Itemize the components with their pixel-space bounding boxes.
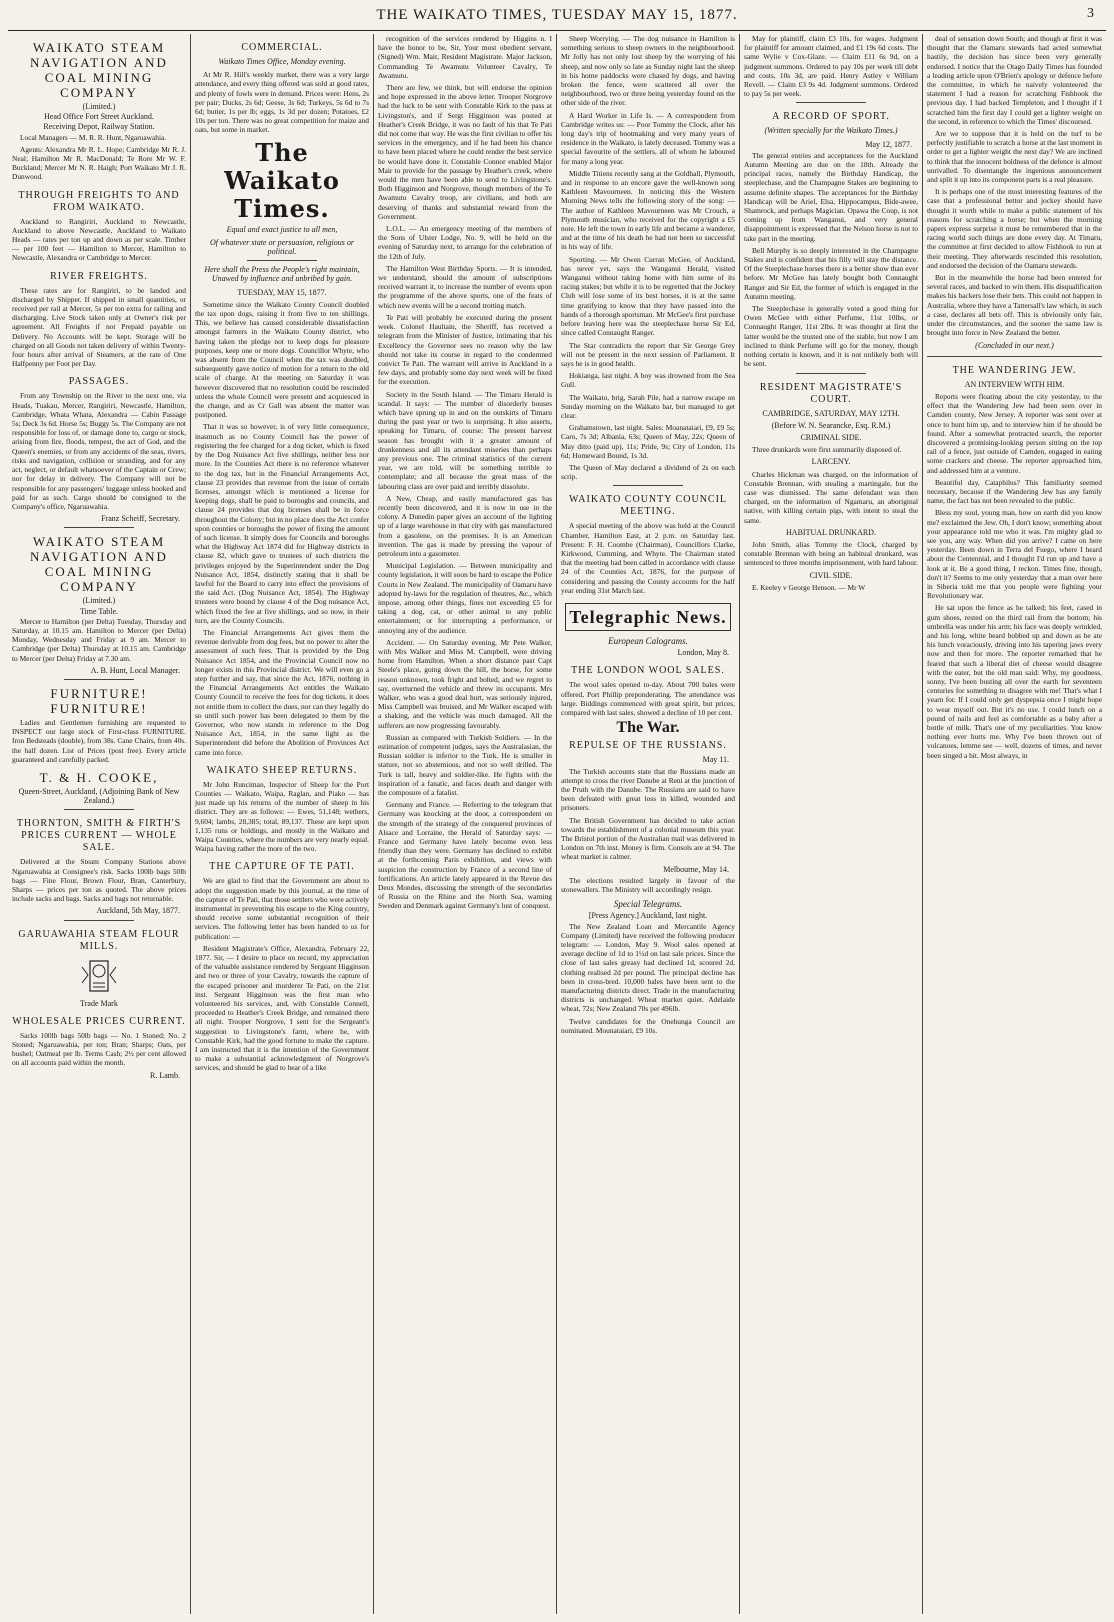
- paper-motto-1: Equal and exact justice to all men,: [226, 224, 338, 234]
- russian-soldiers-notice: Russian as compared with Turkish Soldiers. — In the estimation of competent judges, says the Australasian, the Russian soldier is inferior to the Turk. He is smaller in stature, not so abstemious, and not so well drilled. The Turk is tall, heavy and soldier-like. He fights with the inspiration of a fanatic, and faces death and danger with the composure of a fatalist.: [378, 732, 552, 798]
- thornton-ad-heading: THORNTON, SMITH & FIRTH'S PRICES CURRENT — WHOLE SALE.: [16, 818, 182, 854]
- thornton-ad-text: Delivered at the Steam Company Stations above Ngaruawahia at Consignee's risk. Sacks 100lb bags 50lb bags — Fine Flour, Brown Flour, Bran, Canterbury, Sharps — prices per ton as quoted. The above prices include sacks and bags. Sacks and bags not returnable.: [12, 857, 186, 904]
- trade-mark-emblem-icon: [64, 957, 134, 995]
- special-telegrams-text: The New Zealand Loan and Mercantile Agency Company (Limited) have received the following producer telegram: — London, May 9. Wool sales opened at average decline of 1d to 1½d on last sale prices. Since the close of last sales greasy had declined 1d, scoured 2d, clothing realised 2d per pound. The principal decline has been in cross-bred. 10,000 bales have been sent to the manufacturing districts direct. Trade in the manufacturing districts is unchanged. Wheat market quiet. Adelaide wheat, 72s; New Zealand 70s per 496lb.: [561, 921, 735, 1014]
- sport-paragraph-1: The general entries and acceptances for the Auckland Autumn Meeting are due on the 18th. Already the principal races, namely the Birthday Handicap, the steeplechase, and the Champagne Stakes are beginning to assume definite shapes. The acceptances for the Birthday Handicap will be Ariel, Elsa, Hippocampus, Bide-awee, Shamrock, and perhaps Magician. Opawa the Coup, is not coming up from Wanganui, and very general disappointment is expressed that the Nelson horse is not to take part in the meeting.: [744, 150, 918, 243]
- habitual-drunkard-text: John Smith, alias Tommy the Clock, charged by constable Brennan with being an habitual drunkard, was sentenced to three months imprisonment, with hard labour.: [744, 539, 918, 568]
- magistrates-court-before: (Before W. N. Searancke, Esq. R.M.): [771, 420, 891, 430]
- page-masthead: [0, 0, 1114, 30]
- trade-mark-label: Trade Mark: [80, 998, 118, 1008]
- capture-letter: Resident Magistrate's Office, Alexandra, February 22, 1877. Sir, — I desire to place on record, my appreciation of the valuable assistance rendered by Sergeant Higginson and two or three of your Cavalry, towards the capture of the escaped prisoner and murderer Te Pati, on the 21st inst. Sergeant Higginson was the first man who volunteered his services, and, with Constable Connell, proceeded to Heather's Creek Bridge, and remained there all night. Trooper Norgrove, I sent for the Sergeant's suggestion to Livingstone's farm, where he, with Constable Kirk, had the good fortune to make the capture. I am instructed that it is the intention of the Government to make a substantial acknowledgment of Norgrove's services, and should be glad to hear of a like: [195, 943, 369, 1073]
- capture-heading: THE CAPTURE OF TE PATI.: [209, 861, 355, 873]
- divider: [927, 356, 1102, 357]
- lol-notice: L.O.L. — An emergency meeting of the members of the Sons of Ulster Lodge, No. 9, will be held on the evening of Saturday next, to arrange for the celebration of the 12th of July.: [378, 224, 552, 261]
- record-of-sport-heading: A RECORD OF SPORT.: [772, 111, 890, 123]
- flour-mills-heading: GARUAWAHIA STEAM FLOUR MILLS.: [18, 928, 180, 952]
- sport-continuation-3: It is perhaps one of the most interesting features of the case that a professional bettor and jockey should have thought it worth while to make a public statement of his reasons for scratching a horse; but when the morning papers express surprise it must be remembered that in the racing world such things are done every day. At Timaru, the committee at first decided to allow Fishhook to run at their meeting. They afterwards rescinded this resolution, and endorsed the decision of the Oamaru stewards.: [927, 187, 1102, 270]
- steam-nav-ad-title: WAIKATO STEAM NAVIGATION AND COAL MINING COMPANY: [30, 40, 168, 100]
- london-dateline: London, May 8.: [677, 648, 729, 658]
- wandering-jew-heading: THE WANDERING JEW.: [952, 364, 1077, 376]
- column-4: [556, 34, 739, 1614]
- through-freights-heading: THROUGH FREIGHTS TO AND FROM WAIKATO.: [18, 189, 180, 213]
- wholesale-prices-heading: WHOLESALE PRICES CURRENT.: [12, 1015, 186, 1027]
- war-dateline: May 11.: [702, 755, 729, 765]
- sporting-notice: Sporting. — Mr Owen Curran McGee, of Auckland, has never yet, says the Wanganui Herald, visited Wanganui without taking home with him some of its racing stakes; but while it is to be regretted that the Jockey Club will lose some of its best horses, it is at the same time gratifying to know that they have passed into the hands of a thorough sportsman. Mr McGee's first purchase before leaving here was the steeplechase horse Sir Ed, since called Connaught Ranger.: [561, 254, 735, 338]
- sport-continuation-1: deal of sensation down South; and though at first it was thought that the Oamaru stewards had acted somewhat hastily, the decision has since been very generally endorsed. I notice that the Otago Daily Times has founded a leading article upon O'Brien's apology or defence before the committee, in which he naively volunteered the statement I had a reason for scratching Fishhook the previous day. I had backed Templeton, and I thought if I scratched him the first day I could get a lighter weight on the second, in reference to which the Times' discoursed.: [927, 34, 1102, 126]
- waikato-brig-notice: The Waikato, brig, Sarah Pile, had a narrow escape on Sunday morning on the Waikato bar, but managed to get clear.: [561, 392, 735, 420]
- sheep-returns-heading: WAIKATO SHEEP RETURNS.: [206, 764, 358, 776]
- commercial-text: At Mr R. Hill's weekly market, there was a very large attendance, and every thing offered was sold at good rates, and plenty of fowls were in demand. Prices were: Hens, 2s per pair; Ducks, 2s 6d; Geese, 3s 6d; Turkeys, 5s 6d to 7s 6d; butter, 1s per lb; eggs, 1s 3d per dozen; Potatoes, £2 10s per ton. There was no great competition for maize and oats, but some in market.: [195, 70, 369, 135]
- wool-sales-heading: THE LONDON WOOL SALES.: [571, 665, 725, 677]
- telegraphic-news-banner: Telegraphic News.: [565, 603, 731, 631]
- commercial-subheading: Waikato Times Office, Monday evening.: [218, 57, 346, 66]
- grahamstown-sales: Grahamstown, last night. Sales: Moanataiari, £9, £9 5s; Caro, 7s 3d; Albania, 63s; Queen of May, 22s; Queen of May ditto (paid up), 11s; Pride, 9s; City of London, 11s 6d; Homeward Bound, 1s 3d.: [561, 423, 735, 460]
- new-gas-notice: A New, Cheap, and easily manufactured gas has recently been discovered, and it is now in use in the colony. A Dunedin paper gives an account of the lighting up of a large warehouse in that city with gas manufactured from a gasolene, on the premises. It is an American invention. The gas is made by pressing the vapour of petroleum into a gasometer.: [378, 493, 552, 558]
- divider: [613, 485, 683, 486]
- paper-motto-2: Of whatever state or persuasion, religious or political.: [210, 237, 354, 257]
- civil-side-heading: CIVIL SIDE.: [809, 570, 853, 580]
- passages-signoff: Franz Scheiff, Secretary.: [101, 514, 180, 524]
- timetable-ad-subtitle: Time Table.: [79, 606, 119, 616]
- divider: [796, 373, 866, 374]
- divider: [247, 260, 317, 261]
- war-text: The Turkish accounts state that the Russians made an attempt to cross the river Danube at Reni at the junction of the Pruth with the Danube. The Russians are said to have been defeated with great loss in killed, wounded and prisoners.: [561, 766, 735, 813]
- steam-nav-ad-limited: (Limited.): [82, 102, 116, 111]
- magistrates-court-heading: RESIDENT MAGISTRATE'S COURT.: [759, 381, 903, 405]
- melbourne-text: The elections resulted largely in favour of the stonewallers. The Ministry will accordingly resign.: [561, 875, 735, 895]
- editorial-paragraph-1: Sometime since the Waikato County Council doubled the tax upon dogs, raising it from five to ten shillings. This, we believe has caused considerable dissatisfaction amongst farmers in the Waikato County district, who having taken the pledge not to keep dogs for pleasure purposes, keep one or more dogs. Councillor Whyte, who was absent from the Council when the tax was doubled, subsequently gave notice of motion for a return to the old scale of charge. At the meeting on Saturday it was however discovered that no resolution could be rescinded unless the whole Council were present and acquiesced in the change, and as Cr Gall was absent the matter was postponed.: [195, 299, 369, 420]
- through-freights-text: Auckland to Rangiriri, Auckland to Newcastle, Auckland to above Newcastle, Auckland to Waikato Heads — rates per ton up and down as per scale. Timber — per 100 feet — Hamilton to Mercer, Hamilton to Newcastle, Alexandra or Cambridge to Mercer.: [12, 216, 186, 263]
- wandering-jew-paragraph-4: He sat upon the fence as he talked; his feet, cased in gum shoes, rested on the third rail from the bottom; his umbrella was under his arm; his face was deeply wrinkled, and his long, white beard bobbed up and down as he ate his lunch voraciously, driving into his tapering jaws every now and then for more. The reporter remarked that he feared that such a liberal diet of cheese would disagree with the eater, but the old man said: Why, my goodness, sonny, I've been busting all over the earth for seventeen centuries for something to disagree with me! That's what I yearn for. If I could only get dyspepsia once I might hope to wear myself out. But it's no use. I could lunch on a pound of nails and feel as comfortable as a baby after a bottle of milk. That's one of my peculiarities. You know nothing ever hurts me. Why I've been thrown out of volcanoes, lemme see — well, dozens of times, and never been singed a bit. Most always, in: [927, 603, 1102, 760]
- larceny-text: Charles Hickman was charged, on the information of Constable Brennan, with stealing a martingale, but the case was dismissed. The same defendant was then charged, on the information of Ngamaru, an aboriginal native, with killing certain pigs, with intent to steal the same.: [744, 469, 918, 525]
- page-number: 3: [1087, 6, 1094, 21]
- passages-text: From any Township on the River to the next one, via Heads, Tuakau, Mercer, Rangiriri, Newcastle, Hamilton, Cambridge, Whata Whata, Alexandra — Cabin Passage 5s; Deck 3s 6d. Horse 5s; Buggy 5s. The Company are not responsible for loss of, or damage done to, cargo or stock, arising from fire, floods, tempest, the act of God, and the Queen's enemies, or from any accidents of the seas, rivers, risks and navigation, collision or stranding, and for any act, neglect, or default whatsoever of the Captain or Crew; nor for delay in delivery. The Company will not be responsible for any passengers' luggage unless booked and paid for as such. Cargo should be consigned to the Company's office, Ngaruawahia.: [12, 391, 186, 511]
- criminal-side-heading: CRIMINAL SIDE.: [800, 432, 862, 442]
- cooke-ad-heading: T. & H. COOKE,: [39, 769, 159, 785]
- repulse-heading: REPULSE OF THE RUSSIANS.: [569, 740, 727, 752]
- column-1: [8, 34, 190, 1614]
- column-5: [739, 34, 922, 1614]
- sheep-returns-text: Mr John Runciman, Inspector of Sheep for the Port Counties — Waikato, Waipa, Raglan, and Piako — has just made up his returns of the number of sheep in his district. They are as follows: — Ewes, 51,148; wethers, 9,604; lambs, 28,385; total, 89,137. These are kept upon 1,135 runs or holdings, and mostly in the Waikato and Waipa Counties, where the numbers are very nearly equal. Waipa having rather the more of the two.: [195, 779, 369, 854]
- thornton-ad-date: Auckland, 5th May, 1877.: [96, 906, 180, 916]
- concluded-note: (Concluded in our next.): [975, 340, 1054, 350]
- court-continuation: May for plaintiff, claim £3 10s, for wages. Judgment for plaintiff for amount claimed, and £1 19s 6d costs. The same Wylie v Cox-Glaze. — Claim £11 6s 9d, on a judgment summons. Ordered to pay 10s per week till debt and costs, 10s 3d, are paid. Henry Astley v William Revell. — Claim £3 9s 4d. Judgment summons. Ordered to pay 5s per week.: [744, 34, 918, 99]
- divider: [64, 809, 134, 810]
- record-of-sport-subheading: (Written specially for the Waikato Times.): [764, 126, 898, 136]
- germany-france-notice: Germany and France. — Referring to the telegram that Germany was knocking at the door, a correspondent on the strength of the strategy of the conquered provinces of Alsace and Lorraine, the Herald of Saturday says: — France and Germany have lately become even less friendly than they were. Germany has declined to exhibit at the forthcoming Paris exhibition, and views with suspicion the construction by France of a second line of fortifications. An article lately appeared in the Revue des Deux Mondes, discussing the strength of the secondaries of Russia on the Rhine and the North Sea, warning Sweden and Denmark against Germany's lust of conquest.: [378, 800, 552, 911]
- hard-worker-notice: A Hard Worker in Life Is. — A correspondent from Cambridge writes us: — Poor Tommy the Clock, after his long day's trip of bootmaking and very many years of residence in the Waikato, is lately deceased. Tommy was a special favourite of the settlers, all of whom he laboured for many a long year.: [561, 110, 735, 166]
- habitual-drunkard-heading: HABITUAL DRUNKARD.: [786, 527, 876, 537]
- star-notice: The Star contradicts the report that Sir George Grey will not be present in the next session of Parliament. It says he is in good health.: [561, 340, 735, 368]
- wholesale-prices-text: Sacks 100lb bags 50lb bags — No. 1 Stoned; No. 2 Stoned; Ngaruawahia, per ton; Bran; Sharps; Oats, per bushel; Oatmeal per lb. Terms Cash; 2½ per cent allowed on all accounts paid within the month.: [12, 1030, 186, 1068]
- capture-text: We are glad to find that the Government are about to adopt the suggestion made by this journal, at the time of the capture of Te Pati, that those settlers who were actively instrumental in preventing his escape to the King country, should receive some substantial recognition of their services. The following letter has been handed to us for publication: —: [195, 876, 369, 941]
- letter-continuation: recognition of the services rendered by Higgins n. I have the honor to be, Sir, Your most obedient servant, (Signed) Wm. Mair, Resident Magistrate. Major Jackson, Commanding Te Awamutu Volunteer Cavalry, Te Awamutu.: [378, 34, 552, 80]
- society-notice: Society in the South Island. — The Timaru Herald is scandal. It says: — The number of disorderly houses which have sprung up in and on the outskirts of Timaru during the past year or two is surprising. It also asserts, speaking for Timaru, of course: The present harvest season has brought with it a greater amount of drunkenness and all its attendant miseries than perhaps any previous one. The criminal statistics of the current year, we are told, will be something terrible to contemplate; and all because the great mass of the labouring class are over paid and terribly dissolute.: [378, 389, 552, 491]
- steam-nav-ad-managers: Local Managers — M. R. R. Hunt, Ngaruawahia.: [20, 132, 167, 142]
- larceny-heading: LARCENY.: [811, 457, 851, 467]
- steam-nav-ad-agents: Agents: Alexandra Mr R. L. Hope; Cambridge Mr R. J. Neal; Hamilton Mr R. MacDonald; Te Rore Mr W. F. Buckland; Mercer Mr N. R. Haigh; Port Waikato Mr J. R. Dunwood.: [12, 144, 186, 182]
- hokianga-notice: Hokianga, last night. A boy was drowned from the Sea Gull.: [561, 371, 735, 390]
- press-agency-dateline: [Press Agency.] Auckland, last night.: [588, 911, 708, 921]
- trade-mark-logo: [64, 957, 134, 995]
- titiens-notice: Middle Titiens recently sang at the Goldhall, Plymouth, and in response to an encore gave the well-known song Kathleen Mavourneen. In noticing this the Western Morning News tells the following story of the song: — The author of Kathleen Mavourneen was Mr Crouch, a Plymouth musician, who received for the copyright a £5 note. He left the town in early life and became a wanderer, and at the time of his death he had not been so successful in his way of life.: [561, 168, 735, 252]
- steam-nav-ad-office: Head Office Fort Street Auckland.: [44, 112, 154, 122]
- sport-continuation-4: But in the meanwhile the horse had been entered for several races, and backed to win them. His disqualification makes his backers lose their bets. This could not happen in Australia, where they have a Tattersall's law which, in such a case, declares all bets off. This is obviously only fair, under the circumstances, and the sooner the same law is brought into force in New Zealand the better.: [927, 273, 1102, 338]
- british-government-text: The British Government has decided to take action towards the establishment of a colonial museum this year. The Bristol portion of the Australian mail was delivered in London on 7th inst. Money is firm. Consols are at 94. The wheat market is calmer.: [561, 815, 735, 862]
- magistrates-court-date: CAMBRIDGE, SATURDAY, MAY 12TH.: [762, 408, 900, 418]
- furniture-ad-heading: FURNITURE! FURNITURE!: [50, 685, 148, 716]
- paper-title: The Waikato Times.: [224, 137, 340, 223]
- european-calograms-heading: European Calograms.: [608, 635, 688, 646]
- river-freights-heading: RIVER FREIGHTS.: [50, 270, 148, 282]
- te-pati-notice: Te Pati will probably be executed during the present week. Colonel Haultain, the Sheriff, has received a telegram from the Minister of Justice, intimating that his Excellency the Governor sees no reason why the law should not take its course in regard to the condemned convict Te Pati. The warrant will arrive in Auckland in a few days, and probably some day next week will be fixed for the execution.: [378, 312, 552, 387]
- civil-side-text: E. Keeley v George Henson. — Mr W: [752, 582, 866, 592]
- column-2: [190, 34, 373, 1614]
- birthday-sports-notice: The Hamilton West Birthday Sports. — It is intended, we understand, should the amount of subscriptions received warrant it, to increase the number of events upon the programme of the above sports, one of the feats of which new events will be a second trotting match.: [378, 263, 552, 310]
- criminal-side-text: Three drunkards were first summarily disposed of.: [752, 445, 902, 455]
- wandering-jew-paragraph-1: Reports were floating about the city yesterday, to the effect that the Wandering Jew had been seen over in Camden county, New Jersey. A reporter was sent over at once to hunt him up, and to interview him if he should be found. After a somewhat protracted search, the reporter discovered a promising-looking person sitting on the top rail of a fence, just outside of Camden, engaged in eating some crackers and cheese. The reporter approached him, and addressed him at a venture.: [927, 391, 1102, 475]
- wandering-jew-paragraph-3: Bless my soul, young man, how on earth did you know me? exclaimed the Jew. Oh, I don't know; something about your appearance told me who it was. I'm mighty glad to see you, any way. When did you arrive? I came on here yesterday. Been down in Terra del Fuego, where I heard about the Centennial, and I thought I'd run up and have a look at it. Be a good thing, I reckon. Times fine, though, don't it? Seems to me only yesterday that a man over here in Siberia told me that you people were fighting your Revolutionary war.: [927, 508, 1102, 601]
- council-meeting-heading: WAIKATO COUNTY COUNCIL MEETING.: [568, 494, 728, 518]
- queen-of-may-dividend: The Queen of May declared a dividend of 2s on each scrip.: [561, 462, 735, 482]
- capture-commentary: There are few, we think, but will endorse the opinion and hope expressed in the above letter. Trooper Norgrove had the luck to be sent with Constable Kirk to the pass at Livingston's, and if Sergt Higginson was posted at Heather's Creek Bridge, it was no fault of his that Te Pati did not come that way. He was the first civilian to offer his services in the emergency, and if he had been his chance to have been placed where he could render the best service he would have done it. Constable Connor enabled Major Mair to provide for the passage by Heather's creek, where would the men have been able to send to Livingstone's. Both Higginson and Norgrove, though members of the Te Awamutu Cavalry troop, are civilians, and both are deserving of thanks and substantial reward from the Government.: [378, 83, 552, 221]
- wool-sales-text: The wool sales opened to-day. About 700 bales were offered, Port Phillip preponderating. The attendance was large. Biddings commenced with great spirit, but prices, compared with last sales, showed a decline of 10 per cent.: [561, 680, 735, 717]
- record-of-sport-date: May 12, 1877.: [865, 139, 912, 149]
- sport-continuation-2: Are we to suppose that it is held on the turf to be perfectly justifiable to scratch a horse at the last moment in order to get a lighter weight the next day? We are inclined to think that the innocent boldness of the defence is almost unrivalled. To disentangle the ingenious announcement and split it up into its component parts is a real pleasure.: [927, 129, 1102, 185]
- newspaper-title: THE WAIKATO TIMES, TUESDAY MAY 15, 1877.: [376, 6, 738, 23]
- cooke-ad-address: Queen-Street, Auckland, (Adjoining Bank of New Zealand.): [18, 786, 180, 806]
- sheep-worrying-notice: Sheep Worrying. — The dog nuisance in Hamilton is something serious to sheep owners in the neighbourhood. Mr Jolly has not only lost sheep by the worrying of his sheep, and now only so late as Sunday night last the sheep in his home paddocks were chased by dogs, and having broken the fence, were scattered all over the neighbourhood, two or three being yesterday found on the other side of the river.: [561, 34, 735, 108]
- editorial-paragraph-2: That it was so however, is of very little consequence, inasmuch as no County Council has the power of registering the fee charged for a dog ticket, which is fixed by the Dog Nuisance Act five shillings, neither less nor more. In the Counties Act there is no reference whatever to the dog tax, but in the Financial Arrangements Act, clause 23 provides that revenue from the issue of certain licenses, amongst which is mentioned a license for keeping dogs, shall be paid to boroughs and councils, and clause 24 provides that dog licenses shall be in force throughout the Colony; but in no place does the Act confer upon counties or boroughs the power of fixing the amount of such license. It simply does for Councils and boroughs what the Highway Act 1874 did for Highway districts in clause 82, which gave to trustees of such districts the privileges enjoyed by the Superintendent under the Dog Nuisance Act, 1854, distinctly stating that it shall be lawful for the Board to carry into effect the provisions of the said Act. (Dog Nuisance Act, 1854). The Highway trustees were bound by clause 4 of the Dog nuisance Act, which fixed the fee at five shillings, and so now, in their turn, are the County Councils.: [195, 422, 369, 625]
- issue-date: TUESDAY, MAY 15, 1877.: [237, 287, 327, 297]
- steam-nav-ad-depot: Receiving Depot, Railway Station.: [43, 122, 155, 132]
- accident-notice: Accident. — On Saturday evening, Mr Pete Walker, with Mrs Walker and Miss M. Campbell, were driving home from Hamilton. When a short distance past Capt Steele's place, going down the hill, the horse, for some reason unknown, took fright and bolted, and we regret to say, overturned the vehicle and threw its occupants. Mrs Walker, who was a good deal hurt, was seriously injured, Miss Campbell was bruised, and Mr Walker escaped with a shaking, and the vehicle was much damaged. All the sufferers are now progressing favourably.: [378, 637, 552, 730]
- council-meeting-text: A special meeting of the above was held at the Council Chamber, Hamilton East, at 2 p.m. on Saturday last. Present: F. H. Coombe (Chairman), Councillors Clarke, Kirkwood, Cumming, and Whyte. The Chairman stated that the meeting had been called in accordance with clause 24 of the Counties Act, 1876, for the purpose of considering and passing the County accounts for the half year ending 31st March last.: [561, 521, 735, 595]
- paper-motto-3: Here shall the Press the People's right maintain, Unawed by influence and unbribed by gain.: [204, 265, 360, 284]
- melbourne-dateline: Melbourne, May 14.: [663, 864, 729, 874]
- divider: [64, 527, 134, 528]
- war-heading: The War.: [616, 719, 680, 737]
- sport-paragraph-2: Bell Murphy is so deeply interested in the Champagne Stakes and is confident that his filly will stay the distance. Of the Steeplechase horses there is a better show than ever before. Mr McGee has lately bought both Connaught Ranger and Sir Ed, the former of which is engaged in the Autumn meeting.: [744, 245, 918, 301]
- municipal-notice: Municipal Legislation. — Between municipality and county legislation, it will soon be hard to escape the Police Courts in New Zealand. The municipality of Oamaru have adopted by-laws for the regulation of theatres, &c., which impose, among other things, fines not exceeding £5 for taking a dog, cat, or other animal to any public entertainment; or for interrupting a performance, or annoying any of the audience.: [378, 561, 552, 635]
- divider: [64, 920, 134, 921]
- editorial-paragraph-3: The Financial Arrangements Act gives them the revenue derivable from dog fees, but no power to alter the assessment of such fees. That is provided by the Dog Nuisance Act 1854, and the Provincial Council now no longer exists in this Provincial district. We will even go a step further and say, that since the Act, 1876, nothing in the Financial Arrangements Act entitles the Waikato County Council to receive the fees for dog tickets, it does not entitle them to collect the dues, nor can they legally do so until such power has been delegated to them by the Governor, who now stands in reference to the Dog Nuisance Act, 1854, in the same light as the Superintendent did before the Abolition of Provinces Act came into force.: [195, 627, 369, 757]
- divider: [64, 679, 134, 680]
- timetable-ad-text: Mercer to Hamilton (per Delta) Tuesday, Thursday and Saturday, at 10.15 am. Hamilton to Mercer (per Delta) Monday, Wednesday and Friday at 9 am. Mercer to Cambridge (per Delta) Thursday at 10.15 am. Cambridge to Mercer (per Delta) Friday at 7.30 am.: [12, 616, 186, 663]
- column-3: [373, 34, 556, 1614]
- wholesale-prices-signoff: R. Lamb.: [150, 1070, 180, 1080]
- furniture-ad-text: Ladies and Gentlemen furnishing are requested to INSPECT our large stock of First-class FURNITURE. Iron Bedsteads (double), from 38s. Cane Chairs, from 40s. the half dozen. List of Prices (post free). Every article guaranteed and carefully packed.: [12, 717, 186, 764]
- wandering-jew-paragraph-2: Beautiful day, Cataphilus? This familiarity seemed necessary, because if the Wandering Jew has any family name, the fact has not been revealed to the public.: [927, 477, 1102, 506]
- timetable-ad-title: WAIKATO STEAM NAVIGATION AND COAL MINING COMPANY: [30, 534, 168, 595]
- divider: [796, 102, 866, 103]
- onehunga-candidates: Twelve candidates for the Onehunga Council are nominated. Mounataiari, £9 10s.: [561, 1016, 735, 1035]
- timetable-ad-signoff: A. B. Hunt, Local Manager.: [90, 665, 180, 675]
- freight-terms-text: These rates are for Rangiriri, to be landed and discharged by Shipper. If shipped in small quantities, or received per rail at Mercer, 5s per ton extra for railing and discharging. Live Stock taken only at Owner's risk per agreement. All Freights if not Prepaid payable on Delivery. No Accounts will be kept. Storage will be charged on all Goods not taken delivery of within Twenty-four hours after arrival of Steamers, at the rate of One Halfpenny per Foot per Day.: [12, 285, 186, 369]
- sport-paragraph-3: The Steeplechase is generally voted a good thing for Owen McGee with either Perfume, 11st 10lbs, or Connaught Ranger, 11st 2lbs. It was thought at first the latter would be the trusted one of the stable, but now I am inclined to think Perfume will go for the money, though nothing certain is known, and it is not unlikely both will be sent.: [744, 304, 918, 369]
- timetable-ad-limited: (Limited.): [82, 596, 116, 606]
- column-6: [922, 34, 1106, 1614]
- wandering-jew-subheading: AN INTERVIEW WITH HIM.: [964, 379, 1065, 389]
- commercial-heading: COMMERCIAL.: [241, 42, 323, 53]
- special-telegrams-heading: Special Telegrams.: [613, 899, 683, 910]
- passages-heading: PASSAGES.: [68, 376, 130, 388]
- masthead-rule: [8, 30, 1106, 31]
